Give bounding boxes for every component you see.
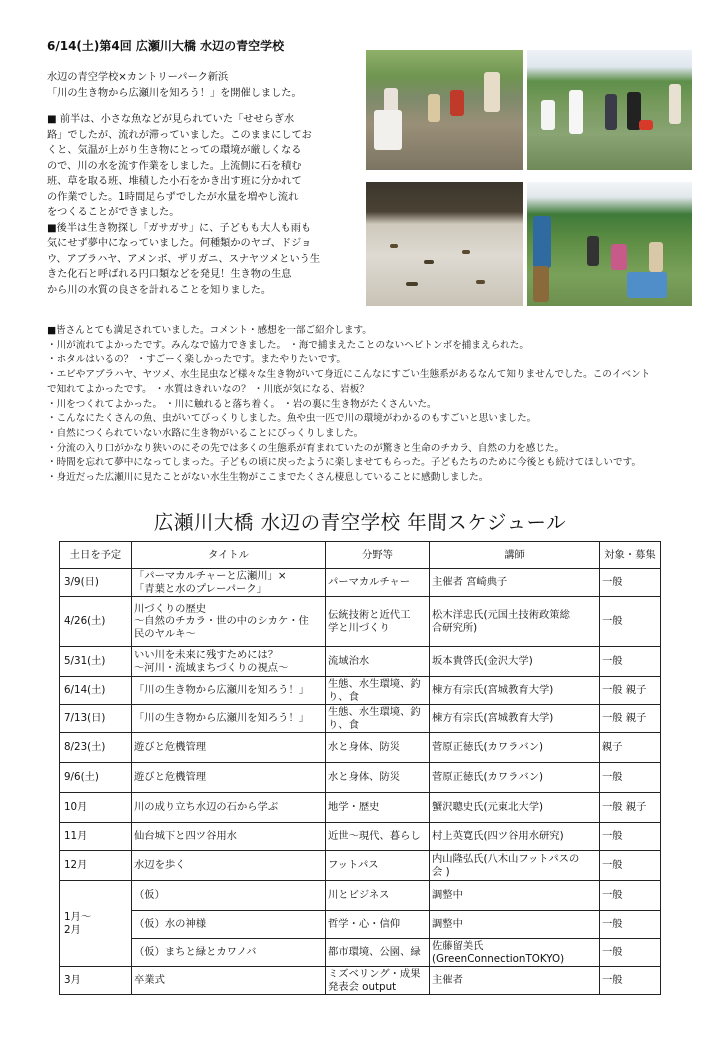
photo-caught-creatures xyxy=(366,182,523,306)
date-cell: 4/26(土) xyxy=(60,597,132,647)
title-cell: 「川の生き物から広瀬川を知ろう！」 xyxy=(132,705,326,733)
schedule-row xyxy=(60,851,661,881)
title-cell: 「パーマカルチャーと広瀬川」× 「青葉と水のプレーパーク」 xyxy=(132,569,326,597)
header-target: 対象・募集 xyxy=(600,542,661,569)
target-cell: 一般 xyxy=(600,569,661,597)
date-cell: 10月 xyxy=(60,793,132,823)
field-cell: 地学・歴史 xyxy=(326,793,430,823)
comment-line: ・川が流れてよかったです。みんなで協力できました。 ・海で捕まえたことのないヘビトンボを捕まえられた。 xyxy=(47,339,529,351)
lecturer-cell: 村上英寛氏(四ツ谷用水研究) xyxy=(430,823,600,851)
title-cell: 川づくりの歴史 ～自然のチカラ・世の中のシカケ・住 民のヤルキ～ xyxy=(132,597,326,647)
schedule-row xyxy=(60,647,661,677)
header-title: タイトル xyxy=(132,542,326,569)
target-cell: 一般 xyxy=(600,597,661,647)
target-cell: 一般 xyxy=(600,881,661,911)
comment-line: ・分流の入り口がかなり狭いのにその先では多くの生態系が育まれていたのが驚きと生命のチカラ、自然の力を感じた。 xyxy=(47,442,565,454)
photo-lecture-outdoors xyxy=(527,182,692,306)
date-cell: 12月 xyxy=(60,851,132,881)
date-cell: 5/31(土) xyxy=(60,647,132,677)
lecturer-cell: 菅原正徳氏(カワラバン) xyxy=(430,763,600,793)
photo-stream-group xyxy=(527,50,692,170)
title-cell: （仮）水の神様 xyxy=(132,911,326,939)
schedule-row xyxy=(60,881,661,911)
photo-channel-work xyxy=(366,50,523,170)
header-date: 土日を予定 xyxy=(60,542,132,569)
schedule-row xyxy=(60,793,661,823)
field-cell: 流域治水 xyxy=(326,647,430,677)
title-cell: （仮） xyxy=(132,881,326,911)
report-line: 班、草を取る班、堆積した小石をかき出す班に分かれて xyxy=(47,176,302,187)
field-cell: 水と身体、防災 xyxy=(326,763,430,793)
header-field: 分野等 xyxy=(326,542,430,569)
schedule-row xyxy=(60,705,661,733)
lecturer-cell: 佐藤留美氏 (GreenConnectionTOKYO) xyxy=(430,939,600,967)
header-lecturer: 講師 xyxy=(430,542,600,569)
date-cell: 9/6(土) xyxy=(60,763,132,793)
title-cell: （仮）まちと緑とカワノバ xyxy=(132,939,326,967)
schedule-row xyxy=(60,967,661,995)
report-line: 路」でしたが、流れが滞っていました。このままにしてお xyxy=(47,129,312,141)
field-cell: 水と身体、防災 xyxy=(326,733,430,763)
target-cell: 一般 xyxy=(600,763,661,793)
schedule-row xyxy=(60,763,661,793)
field-cell: 生態、水生環境、釣 り、食 xyxy=(326,677,430,705)
lecturer-cell: 菅原正徳氏(カワラバン) xyxy=(430,733,600,763)
lecturer-cell: 調整中 xyxy=(430,881,600,911)
lecturer-cell: 坂本貴啓氏(金沢大学) xyxy=(430,647,600,677)
comment-line: ・こんなにたくさんの魚、虫がいてびっくりしました。魚や虫一匹で川の環境がわかるのもすごいと思いました。 xyxy=(47,413,537,425)
field-cell: 生態、水生環境、釣 り、食 xyxy=(326,705,430,733)
lecturer-cell: 蟹沢聰史氏(元東北大学) xyxy=(430,793,600,823)
report-line: ■後半は生き物探し「ガサガサ」に、子どもも大人も雨も xyxy=(47,222,312,234)
date-cell: 7/13(日) xyxy=(60,705,132,733)
comment-line: ・ホタルはいるの？ ・すごーく楽しかったです。またやりたいです。 xyxy=(47,354,346,366)
target-cell: 一般 xyxy=(600,647,661,677)
report-line: をつくることができました。 xyxy=(47,207,180,218)
schedule-row xyxy=(60,569,661,597)
field-cell: 都市環境、公園、緑 xyxy=(326,939,430,967)
target-cell: 一般 親子 xyxy=(600,705,661,733)
comment-line: ・身近だった広瀬川に見たことがない水生生物がここまでたくさん棲息していることに感動しました。 xyxy=(47,472,489,484)
schedule-row xyxy=(60,733,661,763)
target-cell: 一般 xyxy=(600,823,661,851)
title-cell: 卒業式 xyxy=(132,967,326,995)
field-cell: 伝統技術と近代工 学と川づくり xyxy=(326,597,430,647)
target-cell: 一般 xyxy=(600,939,661,967)
field-cell: 近世～現代、暮らし xyxy=(326,823,430,851)
title-cell: 遊びと危機管理 xyxy=(132,763,326,793)
date-cell: 3/9(日) xyxy=(60,569,132,597)
lecturer-cell: 内山隆弘氏(八木山フットパスの 会 ) xyxy=(430,851,600,881)
title-cell: 「川の生き物から広瀬川を知ろう！」 xyxy=(132,677,326,705)
field-cell: フットパス xyxy=(326,851,430,881)
report-line: くと、気温が上がり生き物にとっての環境が厳しくなる xyxy=(47,145,302,156)
target-cell: 一般 親子 xyxy=(600,677,661,705)
lecturer-cell: 主催者 宮崎典子 xyxy=(430,569,600,597)
schedule-row xyxy=(60,911,661,939)
lecturer-cell: 棟方有宗氏(宮城教育大学) xyxy=(430,677,600,705)
date-cell: 11月 xyxy=(60,823,132,851)
report-line: から川の水質の良さを計れることを知りました。 xyxy=(47,284,272,296)
target-cell: 一般 親子 xyxy=(600,793,661,823)
intro-line: 水辺の青空学校×カントリーパーク新浜 xyxy=(47,72,229,83)
comment-line: ・エビやアブラハヤ、ヤツメ、水生昆虫など様々な生き物がいて身近にこんなにすごい生態系があるなんて知りませんでした。このイベント xyxy=(47,369,651,381)
report-line: ので、川の水を流す作業をしました。上流側に石を積む xyxy=(47,160,302,172)
intro-lead xyxy=(47,70,359,101)
lecturer-cell: 主催者 xyxy=(430,967,600,995)
date-cell: 3月 xyxy=(60,967,132,995)
comment-line: ・自然につくられていない水路に生き物がいることにびっくりしました。 xyxy=(47,427,364,439)
participant-comments xyxy=(47,324,687,486)
date-cell: 8/23(土) xyxy=(60,733,132,763)
target-cell: 一般 xyxy=(600,851,661,881)
field-cell: 哲学・心・信仰 xyxy=(326,911,430,939)
title-cell: 川の成り立ち水辺の石から学ぶ xyxy=(132,793,326,823)
page-title: 6/14(土)第4回 広瀬川大橋 水辺の青空学校 xyxy=(47,39,285,53)
report-line: ■ 前半は、小さな魚などが見られていた「せせらぎ水 xyxy=(47,114,295,125)
date-cell: 6/14(土) xyxy=(60,677,132,705)
field-cell: 川とビジネス xyxy=(326,881,430,911)
comment-line: で知れてよかったです。 ・水質はきれいなの？ ・川底が気になる、岩板？ xyxy=(47,383,369,395)
target-cell: 親子 xyxy=(600,733,661,763)
schedule-title: 広瀬川大橋 水辺の青空学校 年間スケジュール xyxy=(153,511,567,534)
target-cell: 一般 xyxy=(600,967,661,995)
comment-line: ・川をつくれてよかった。 ・川に触れると落ち着く。 ・岩の裏に生き物がたくさんいた。 xyxy=(47,398,437,410)
intro-text xyxy=(47,70,359,298)
field-cell: パーマカルチャー xyxy=(326,569,430,597)
report-line: きた化石と呼ばれる円口類などを発見！生き物の生息 xyxy=(47,269,292,280)
intro-report xyxy=(47,112,359,298)
report-line: 気にせず夢中になっていました。何種類かのヤゴ、ドジョ xyxy=(47,238,312,249)
comment-line: ・時間を忘れて夢中になってしまった。子どもの頃に戻ったように楽しませてもらった。子どもたちのために今後とも続けてほしいです。 xyxy=(47,457,642,469)
lecturer-cell: 調整中 xyxy=(430,911,600,939)
schedule-table xyxy=(59,541,661,995)
schedule-row xyxy=(60,939,661,967)
title-cell: 遊びと危機管理 xyxy=(132,733,326,763)
intro-line: 「川の生き物から広瀬川を知ろう！」を開催しました。 xyxy=(47,87,302,99)
field-cell: ミズベリング・成果 発表会 output xyxy=(326,967,430,995)
lecturer-cell: 棟方有宗氏(宮城教育大学) xyxy=(430,705,600,733)
schedule-row xyxy=(60,823,661,851)
schedule-row xyxy=(60,597,661,647)
report-line: ウ、アブラハヤ、アメンボ、ザリガニ、スナヤツメという生 xyxy=(47,253,321,265)
target-cell: 一般 xyxy=(600,911,661,939)
comment-line: ■皆さんとても満足されていました。コメント・感想を一部ご紹介します。 xyxy=(47,325,372,336)
title-cell: いい川を未来に残すためには？ ～河川・流域まちづくりの視点～ xyxy=(132,647,326,677)
title-cell: 水辺を歩く xyxy=(132,851,326,881)
report-line: の作業でした。1時間足らずでしたが水量を増やし流れ xyxy=(47,191,299,203)
lecturer-cell: 松木洋忠氏(元国土技術政策総 合研究所) xyxy=(430,597,600,647)
date-cell: 1月～ 2月 xyxy=(60,881,132,967)
title-cell: 仙台城下と四ツ谷用水 xyxy=(132,823,326,851)
schedule-row xyxy=(60,677,661,705)
schedule-header-row xyxy=(60,542,661,569)
photo-collage xyxy=(366,50,692,306)
